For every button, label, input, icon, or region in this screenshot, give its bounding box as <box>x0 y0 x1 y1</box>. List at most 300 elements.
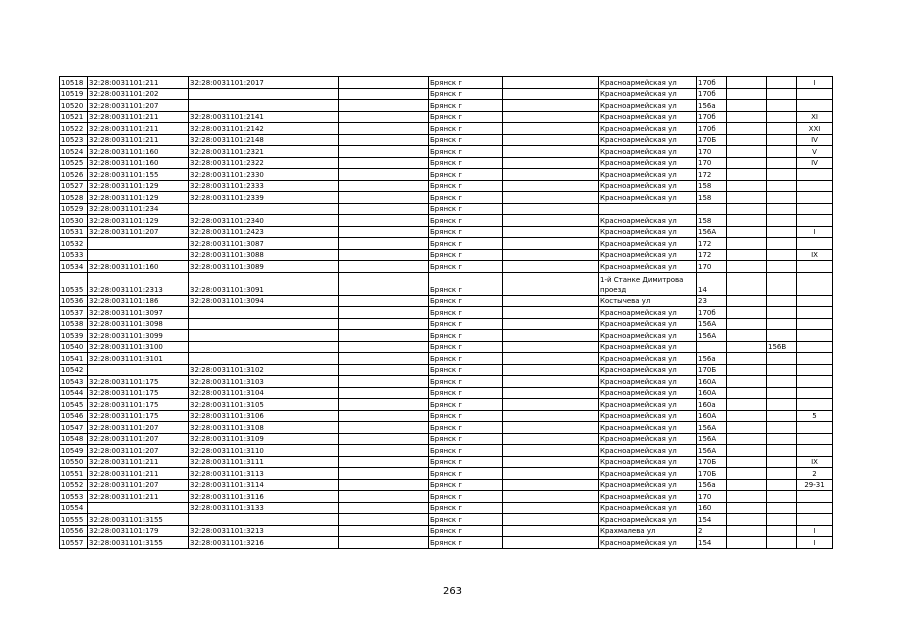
blank-cell-b <box>503 157 599 169</box>
table-row <box>60 146 833 158</box>
premises-cell: IV <box>797 157 833 169</box>
street-cell: Красноармейская ул <box>599 433 697 445</box>
table-row <box>60 111 833 123</box>
blank-cell-b <box>503 353 599 365</box>
street-cell: 1-й Станке Димитрова проезд <box>599 272 697 295</box>
house-cell: 172 <box>697 238 727 250</box>
city-cell: Брянск г <box>429 410 503 422</box>
street-cell: Красноармейская ул <box>599 134 697 146</box>
building-number-cell: 32:28:0031101:3216 <box>189 537 339 549</box>
street-cell: Красноармейская ул <box>599 215 697 227</box>
building-number-cell: 32:28:0031101:3116 <box>189 491 339 503</box>
blank-cell-a <box>339 307 429 319</box>
building-cell <box>767 295 797 307</box>
table-row <box>60 525 833 537</box>
premises-cell <box>797 100 833 112</box>
street-cell <box>599 203 697 215</box>
premises-cell: IX <box>797 249 833 261</box>
building-number-cell <box>189 203 339 215</box>
table-row <box>60 341 833 353</box>
blank-cell-a <box>339 261 429 273</box>
blank-cell-b <box>503 226 599 238</box>
city-cell: Брянск г <box>429 249 503 261</box>
blank-cell-b <box>503 387 599 399</box>
house-cell: 154 <box>697 514 727 526</box>
building-cell <box>767 215 797 227</box>
blank-cell-a <box>339 422 429 434</box>
city-cell: Брянск г <box>429 376 503 388</box>
building-number-cell: 32:28:0031101:3105 <box>189 399 339 411</box>
parcel-number-cell: 32:28:0031101:160 <box>88 146 189 158</box>
parcel-number-cell: 32:28:0031101:207 <box>88 479 189 491</box>
premises-cell: XXI <box>797 123 833 135</box>
blank-cell-b <box>503 249 599 261</box>
street-cell: Красноармейская ул <box>599 192 697 204</box>
blank-cell-a <box>339 353 429 365</box>
house-cell: 160 <box>697 502 727 514</box>
row-number-cell: 10534 <box>60 261 88 273</box>
blank-cell-a <box>339 192 429 204</box>
blank-cell-b <box>503 238 599 250</box>
parcel-number-cell: 32:28:0031101:3155 <box>88 514 189 526</box>
parcel-number-cell: 32:28:0031101:175 <box>88 387 189 399</box>
house-cell: 170б <box>697 307 727 319</box>
city-cell: Брянск г <box>429 456 503 468</box>
blank-cell-b <box>503 410 599 422</box>
parcel-number-cell: 32:28:0031101:211 <box>88 77 189 89</box>
blank-cell-c <box>727 468 767 480</box>
city-cell: Брянск г <box>429 134 503 146</box>
table-row <box>60 238 833 250</box>
table-row <box>60 330 833 342</box>
table-row <box>60 537 833 549</box>
parcel-number-cell: 32:28:0031101:211 <box>88 123 189 135</box>
blank-cell-c <box>727 514 767 526</box>
row-number-cell: 10557 <box>60 537 88 549</box>
table-row <box>60 479 833 491</box>
building-number-cell: 32:28:0031101:3087 <box>189 238 339 250</box>
building-number-cell: 32:28:0031101:3102 <box>189 364 339 376</box>
building-number-cell: 32:28:0031101:2148 <box>189 134 339 146</box>
street-cell: Красноармейская ул <box>599 491 697 503</box>
blank-cell-b <box>503 433 599 445</box>
premises-cell <box>797 261 833 273</box>
premises-cell <box>797 502 833 514</box>
city-cell: Брянск г <box>429 157 503 169</box>
city-cell: Брянск г <box>429 525 503 537</box>
row-number-cell: 10547 <box>60 422 88 434</box>
row-number-cell: 10549 <box>60 445 88 457</box>
blank-cell-b <box>503 364 599 376</box>
blank-cell-c <box>727 123 767 135</box>
building-number-cell: 32:28:0031101:2340 <box>189 215 339 227</box>
table-row <box>60 249 833 261</box>
blank-cell-b <box>503 525 599 537</box>
blank-cell-b <box>503 502 599 514</box>
city-cell: Брянск г <box>429 502 503 514</box>
premises-cell <box>797 192 833 204</box>
row-number-cell: 10541 <box>60 353 88 365</box>
blank-cell-a <box>339 445 429 457</box>
house-cell: 156А <box>697 422 727 434</box>
parcel-number-cell: 32:28:0031101:160 <box>88 157 189 169</box>
row-number-cell: 10556 <box>60 525 88 537</box>
city-cell: Брянск г <box>429 226 503 238</box>
street-cell: Красноармейская ул <box>599 307 697 319</box>
street-cell: Красноармейская ул <box>599 376 697 388</box>
premises-cell <box>797 399 833 411</box>
building-cell <box>767 445 797 457</box>
row-number-cell: 10520 <box>60 100 88 112</box>
building-number-cell: 32:28:0031101:3111 <box>189 456 339 468</box>
house-cell: 156А <box>697 318 727 330</box>
blank-cell-a <box>339 88 429 100</box>
blank-cell-b <box>503 295 599 307</box>
house-cell: 170б <box>697 123 727 135</box>
table-body <box>60 77 833 549</box>
parcel-number-cell: 32:28:0031101:179 <box>88 525 189 537</box>
city-cell: Брянск г <box>429 192 503 204</box>
blank-cell-c <box>727 134 767 146</box>
table-row <box>60 192 833 204</box>
parcel-number-cell: 32:28:0031101:129 <box>88 180 189 192</box>
house-cell: 156А <box>697 226 727 238</box>
row-number-cell: 10523 <box>60 134 88 146</box>
blank-cell-c <box>727 238 767 250</box>
house-cell: 156А <box>697 445 727 457</box>
house-cell: 156А <box>697 330 727 342</box>
street-cell: Красноармейская ул <box>599 502 697 514</box>
blank-cell-b <box>503 146 599 158</box>
city-cell: Брянск г <box>429 537 503 549</box>
building-cell <box>767 387 797 399</box>
house-cell: 154 <box>697 537 727 549</box>
blank-cell-b <box>503 203 599 215</box>
blank-cell-c <box>727 537 767 549</box>
city-cell: Брянск г <box>429 111 503 123</box>
parcel-number-cell: 32:28:0031101:3099 <box>88 330 189 342</box>
blank-cell-a <box>339 491 429 503</box>
building-number-cell: 32:28:0031101:3103 <box>189 376 339 388</box>
row-number-cell: 10532 <box>60 238 88 250</box>
row-number-cell: 10543 <box>60 376 88 388</box>
blank-cell-c <box>727 307 767 319</box>
blank-cell-a <box>339 134 429 146</box>
premises-cell <box>797 88 833 100</box>
street-cell: Красноармейская ул <box>599 353 697 365</box>
table-row <box>60 433 833 445</box>
building-cell <box>767 157 797 169</box>
premises-cell <box>797 514 833 526</box>
blank-cell-b <box>503 491 599 503</box>
table-row <box>60 134 833 146</box>
house-cell: 23 <box>697 295 727 307</box>
row-number-cell: 10519 <box>60 88 88 100</box>
row-number-cell: 10538 <box>60 318 88 330</box>
table-row <box>60 387 833 399</box>
row-number-cell: 10533 <box>60 249 88 261</box>
table-row <box>60 514 833 526</box>
blank-cell-c <box>727 180 767 192</box>
building-number-cell: 32:28:0031101:2322 <box>189 157 339 169</box>
blank-cell-c <box>727 203 767 215</box>
row-number-cell: 10535 <box>60 272 88 295</box>
building-cell <box>767 502 797 514</box>
blank-cell-c <box>727 295 767 307</box>
street-cell: Красноармейская ул <box>599 146 697 158</box>
house-cell: 170Б <box>697 364 727 376</box>
city-cell: Брянск г <box>429 272 503 295</box>
city-cell: Брянск г <box>429 307 503 319</box>
city-cell: Брянск г <box>429 77 503 89</box>
house-cell: 156а <box>697 100 727 112</box>
parcel-number-cell: 32:28:0031101:207 <box>88 226 189 238</box>
table-row <box>60 376 833 388</box>
premises-cell <box>797 272 833 295</box>
blank-cell-b <box>503 341 599 353</box>
blank-cell-a <box>339 180 429 192</box>
premises-cell <box>797 318 833 330</box>
premises-cell: 5 <box>797 410 833 422</box>
premises-cell <box>797 295 833 307</box>
street-cell: Красноармейская ул <box>599 318 697 330</box>
house-cell: 170б <box>697 88 727 100</box>
street-cell: Красноармейская ул <box>599 238 697 250</box>
parcel-number-cell: 32:28:0031101:129 <box>88 192 189 204</box>
street-cell: Красноармейская ул <box>599 330 697 342</box>
street-cell: Красноармейская ул <box>599 468 697 480</box>
parcel-number-cell: 32:28:0031101:211 <box>88 456 189 468</box>
city-cell: Брянск г <box>429 422 503 434</box>
city-cell: Брянск г <box>429 514 503 526</box>
parcel-number-cell: 32:28:0031101:186 <box>88 295 189 307</box>
house-cell: 160А <box>697 410 727 422</box>
city-cell: Брянск г <box>429 318 503 330</box>
row-number-cell: 10531 <box>60 226 88 238</box>
blank-cell-a <box>339 100 429 112</box>
building-number-cell: 32:28:0031101:3109 <box>189 433 339 445</box>
row-number-cell: 10536 <box>60 295 88 307</box>
building-number-cell: 32:28:0031101:2321 <box>189 146 339 158</box>
table-row <box>60 203 833 215</box>
house-cell: 156А <box>697 433 727 445</box>
blank-cell-a <box>339 169 429 181</box>
city-cell: Брянск г <box>429 180 503 192</box>
row-number-cell: 10554 <box>60 502 88 514</box>
building-cell <box>767 203 797 215</box>
blank-cell-a <box>339 146 429 158</box>
blank-cell-a <box>339 479 429 491</box>
blank-cell-b <box>503 376 599 388</box>
blank-cell-a <box>339 238 429 250</box>
premises-cell: I <box>797 226 833 238</box>
blank-cell-a <box>339 514 429 526</box>
building-number-cell <box>189 353 339 365</box>
building-cell <box>767 468 797 480</box>
building-cell <box>767 433 797 445</box>
table-row <box>60 364 833 376</box>
row-number-cell: 10526 <box>60 169 88 181</box>
row-number-cell: 10546 <box>60 410 88 422</box>
building-cell <box>767 272 797 295</box>
parcel-number-cell: 32:28:0031101:175 <box>88 399 189 411</box>
street-cell: Красноармейская ул <box>599 410 697 422</box>
blank-cell-c <box>727 491 767 503</box>
parcel-number-cell: 32:28:0031101:207 <box>88 422 189 434</box>
parcel-number-cell: 32:28:0031101:211 <box>88 134 189 146</box>
blank-cell-c <box>727 100 767 112</box>
house-cell: 158 <box>697 215 727 227</box>
premises-cell <box>797 364 833 376</box>
premises-cell: I <box>797 537 833 549</box>
parcel-number-cell: 32:28:0031101:207 <box>88 445 189 457</box>
building-number-cell: 32:28:0031101:2333 <box>189 180 339 192</box>
premises-cell <box>797 215 833 227</box>
blank-cell-c <box>727 422 767 434</box>
premises-cell <box>797 169 833 181</box>
parcel-number-cell: 32:28:0031101:175 <box>88 410 189 422</box>
blank-cell-b <box>503 77 599 89</box>
house-cell: 170Б <box>697 468 727 480</box>
building-cell <box>767 479 797 491</box>
blank-cell-c <box>727 226 767 238</box>
house-cell: 170 <box>697 491 727 503</box>
premises-cell <box>797 353 833 365</box>
house-cell: 170б <box>697 77 727 89</box>
building-cell <box>767 525 797 537</box>
building-cell <box>767 226 797 238</box>
table-row <box>60 88 833 100</box>
building-number-cell: 32:28:0031101:3106 <box>189 410 339 422</box>
row-number-cell: 10552 <box>60 479 88 491</box>
blank-cell-c <box>727 146 767 158</box>
city-cell: Брянск г <box>429 387 503 399</box>
premises-cell <box>797 180 833 192</box>
blank-cell-a <box>339 330 429 342</box>
city-cell: Брянск г <box>429 353 503 365</box>
blank-cell-c <box>727 261 767 273</box>
house-cell: 170б <box>697 111 727 123</box>
row-number-cell: 10518 <box>60 77 88 89</box>
building-cell <box>767 456 797 468</box>
table-row <box>60 169 833 181</box>
city-cell: Брянск г <box>429 100 503 112</box>
building-cell <box>767 261 797 273</box>
blank-cell-b <box>503 180 599 192</box>
table-row <box>60 77 833 89</box>
street-cell: Костычева ул <box>599 295 697 307</box>
street-cell: Красноармейская ул <box>599 261 697 273</box>
blank-cell-b <box>503 422 599 434</box>
building-cell <box>767 192 797 204</box>
blank-cell-b <box>503 479 599 491</box>
table-row <box>60 123 833 135</box>
building-cell <box>767 88 797 100</box>
street-cell: Красноармейская ул <box>599 456 697 468</box>
blank-cell-c <box>727 433 767 445</box>
building-number-cell: 32:28:0031101:3108 <box>189 422 339 434</box>
house-cell: 14 <box>697 272 727 295</box>
table-row <box>60 226 833 238</box>
city-cell: Брянск г <box>429 261 503 273</box>
building-cell <box>767 249 797 261</box>
street-cell: Красноармейская ул <box>599 88 697 100</box>
parcel-number-cell <box>88 249 189 261</box>
building-cell <box>767 180 797 192</box>
blank-cell-b <box>503 88 599 100</box>
blank-cell-c <box>727 479 767 491</box>
parcel-number-cell: 32:28:0031101:207 <box>88 433 189 445</box>
parcel-number-cell: 32:28:0031101:3155 <box>88 537 189 549</box>
city-cell: Брянск г <box>429 341 503 353</box>
street-cell: Красноармейская ул <box>599 169 697 181</box>
row-number-cell: 10550 <box>60 456 88 468</box>
blank-cell-c <box>727 456 767 468</box>
blank-cell-c <box>727 399 767 411</box>
house-cell: 170 <box>697 146 727 158</box>
building-number-cell: 32:28:0031101:2142 <box>189 123 339 135</box>
street-cell: Красноармейская ул <box>599 445 697 457</box>
building-cell <box>767 364 797 376</box>
city-cell: Брянск г <box>429 295 503 307</box>
blank-cell-a <box>339 399 429 411</box>
parcel-number-cell: 32:28:0031101:211 <box>88 111 189 123</box>
city-cell: Брянск г <box>429 215 503 227</box>
blank-cell-b <box>503 330 599 342</box>
building-cell <box>767 491 797 503</box>
building-number-cell: 32:28:0031101:2017 <box>189 77 339 89</box>
premises-cell: XI <box>797 111 833 123</box>
premises-cell: I <box>797 77 833 89</box>
building-number-cell: 32:28:0031101:2423 <box>189 226 339 238</box>
building-cell <box>767 514 797 526</box>
building-number-cell: 32:28:0031101:3213 <box>189 525 339 537</box>
blank-cell-b <box>503 192 599 204</box>
city-cell: Брянск г <box>429 169 503 181</box>
building-cell <box>767 146 797 158</box>
parcel-number-cell: 32:28:0031101:207 <box>88 100 189 112</box>
building-cell <box>767 134 797 146</box>
table-row <box>60 422 833 434</box>
blank-cell-b <box>503 307 599 319</box>
blank-cell-c <box>727 77 767 89</box>
table-row <box>60 261 833 273</box>
building-cell <box>767 330 797 342</box>
house-cell: 170 <box>697 157 727 169</box>
blank-cell-b <box>503 169 599 181</box>
street-cell: Красноармейская ул <box>599 364 697 376</box>
blank-cell-c <box>727 169 767 181</box>
row-number-cell: 10555 <box>60 514 88 526</box>
city-cell: Брянск г <box>429 146 503 158</box>
row-number-cell: 10545 <box>60 399 88 411</box>
blank-cell-b <box>503 272 599 295</box>
table-row <box>60 272 833 295</box>
house-cell <box>697 341 727 353</box>
building-number-cell: 32:28:0031101:3089 <box>189 261 339 273</box>
parcel-number-cell <box>88 238 189 250</box>
table-row <box>60 180 833 192</box>
street-cell: Красноармейская ул <box>599 399 697 411</box>
building-cell <box>767 238 797 250</box>
building-number-cell: 32:28:0031101:2339 <box>189 192 339 204</box>
building-number-cell: 32:28:0031101:2330 <box>189 169 339 181</box>
building-number-cell: 32:28:0031101:2141 <box>189 111 339 123</box>
building-number-cell: 32:28:0031101:3110 <box>189 445 339 457</box>
blank-cell-a <box>339 502 429 514</box>
house-cell: 158 <box>697 180 727 192</box>
blank-cell-a <box>339 111 429 123</box>
